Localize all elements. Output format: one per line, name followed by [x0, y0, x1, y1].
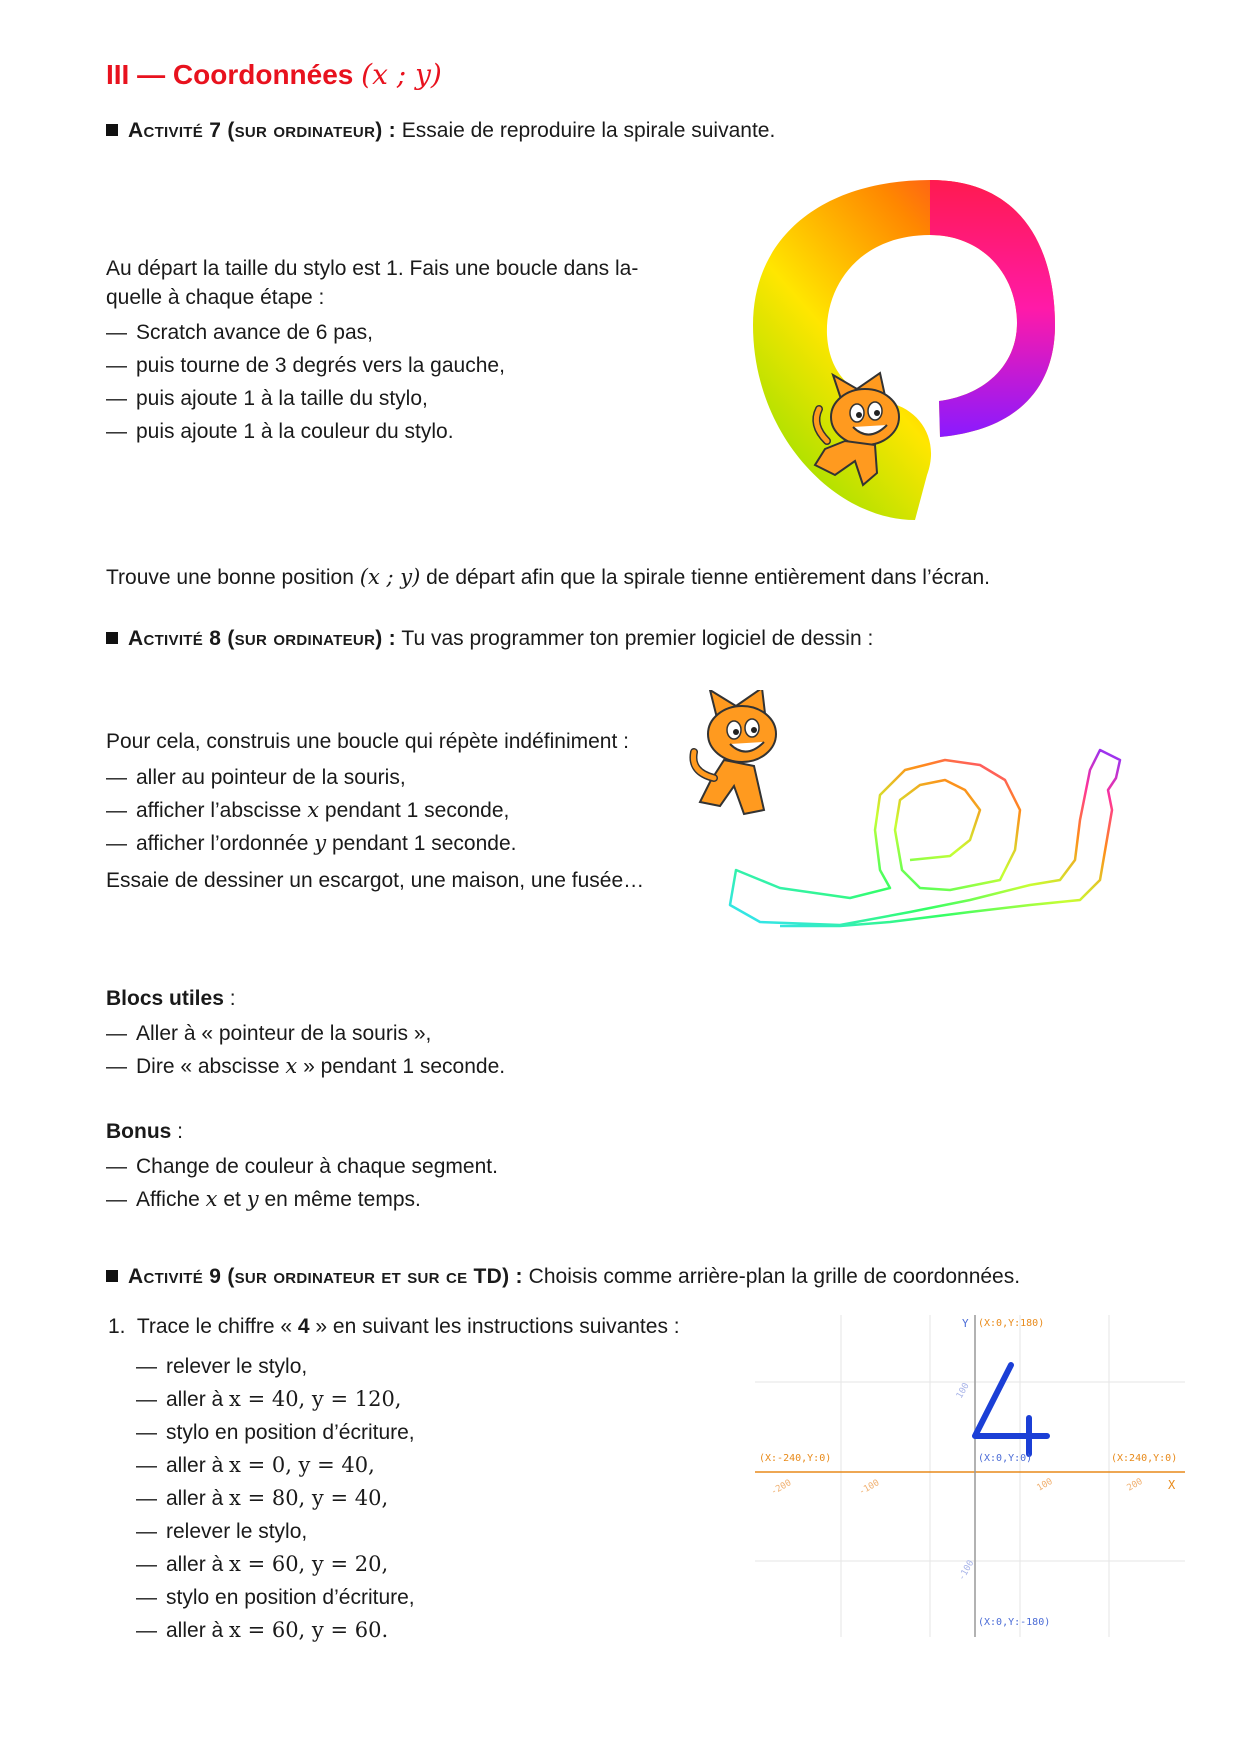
left-coord-label: (X:-240,Y:0): [759, 1453, 832, 1464]
math-var: y: [246, 1187, 259, 1211]
step-text: aller à: [166, 1619, 224, 1642]
step-text: afficher l’abscisse: [136, 799, 302, 822]
bottom-coord-label: (X:0,Y:-180): [978, 1617, 1051, 1628]
scratch-cat-icon: [693, 690, 776, 814]
list-item: [136, 1350, 696, 1383]
step-text: relever le stylo,: [166, 1355, 308, 1378]
activity-7-intro: Essaie de reproduire la spirale suivante.: [401, 119, 776, 142]
activity-8-intro: Tu vas programmer ton premier logiciel de dessin :: [401, 627, 874, 650]
list-item: [136, 1449, 696, 1482]
find-text-start: Trouve une bonne position: [106, 566, 354, 589]
section-title: [106, 58, 442, 91]
section-number: III: [106, 59, 130, 90]
bullet-square-icon: [106, 1270, 118, 1282]
item-digit: 4: [297, 1315, 310, 1338]
step-text: aller au pointeur de la souris,: [136, 766, 406, 789]
x-axis-label: X: [1168, 1478, 1176, 1492]
step-math: x = 60, y = 60.: [229, 1618, 389, 1642]
step-text: stylo en position d’écriture,: [166, 1586, 415, 1609]
bonus-title-text: Bonus: [106, 1120, 172, 1143]
step-text: aller à: [166, 1454, 224, 1477]
activity-8-description: Pour cela, construis une boucle qui répète indéfiniment :: [106, 730, 629, 753]
activity-7-find: [106, 563, 990, 592]
list-item: [106, 761, 666, 794]
find-text-end: de départ afin que la spirale tienne entièrement dans l’écran.: [426, 566, 990, 589]
step-text: aller à: [166, 1553, 224, 1576]
section-dash: —: [137, 59, 166, 90]
origin-label: (X:0,Y:0): [978, 1453, 1033, 1464]
list-item: [136, 1383, 696, 1416]
math-var: x: [307, 798, 320, 822]
list-item: [106, 1017, 706, 1050]
section-title-text: Coordonnées: [172, 59, 354, 90]
step-text: relever le stylo,: [166, 1520, 308, 1543]
bonus-text: Change de couleur à chaque segment.: [136, 1155, 498, 1178]
bonus-text: en même temps.: [264, 1188, 421, 1211]
tick-label: -100: [857, 1478, 882, 1498]
list-item: [136, 1482, 696, 1515]
item-text: » en suivant les instructions suivantes :: [315, 1315, 680, 1338]
bullet-square-icon: [106, 124, 118, 136]
activity-7-desc-line2: quelle à chaque étape :: [106, 286, 325, 309]
activity-7-desc-line1: Au départ la taille du stylo est 1. Fais une boucle dans la-: [106, 257, 639, 280]
list-item: [106, 827, 666, 860]
bonus-text: et: [223, 1188, 241, 1211]
list-item: [136, 1515, 696, 1548]
snail-drawing: [680, 690, 1140, 930]
blocs-title-text: Blocs utiles: [106, 987, 224, 1010]
bonus-title: [106, 1117, 183, 1146]
list-item: [136, 1581, 696, 1614]
bonus-text: Affiche: [136, 1188, 200, 1211]
item-text: Trace le chiffre «: [136, 1315, 293, 1338]
list-item: [106, 1183, 706, 1216]
math-var: x: [205, 1187, 218, 1211]
spiral-illustration: [745, 175, 1095, 535]
list-item: [136, 1416, 696, 1449]
step-text: pendant 1 seconde.: [331, 832, 517, 855]
bonus-list: [106, 1150, 706, 1216]
bloc-text: Aller à « pointeur de la souris »,: [136, 1022, 432, 1045]
item-number: 1.: [108, 1315, 126, 1338]
step-text: pendant 1 seconde,: [324, 799, 510, 822]
list-item: [136, 1548, 696, 1581]
step-math: x = 60, y = 20,: [229, 1552, 389, 1576]
tick-label: 100: [954, 1381, 972, 1401]
colon: :: [171, 1120, 183, 1143]
activity-9-intro: Choisis comme arrière-plan la grille de coordonnées.: [528, 1265, 1021, 1288]
coordinate-grid: [755, 1315, 1185, 1637]
activity-8-try: Essaie de dessiner un escargot, une maison, une fusée…: [106, 869, 645, 892]
list-item: — puis tourne de 3 degrés vers la gauche,: [106, 349, 666, 382]
list-item: [106, 1150, 706, 1183]
math-var: y: [314, 831, 327, 855]
right-coord-label: (X:240,Y:0): [1111, 1453, 1178, 1464]
step-math: x = 80, y = 40,: [229, 1486, 389, 1510]
activity-7-label: Activité 7 (sur ordinateur) :: [128, 119, 396, 142]
top-coord-label: (X:0,Y:180): [978, 1318, 1045, 1329]
activity-7-description: [106, 254, 666, 312]
list-item: — puis ajoute 1 à la couleur du stylo.: [106, 415, 666, 448]
y-axis-label: Y: [962, 1317, 969, 1330]
activity-9-heading: [106, 1263, 1020, 1291]
step-text: stylo en position d’écriture,: [166, 1421, 415, 1444]
step-text: aller à: [166, 1487, 224, 1510]
list-item: [136, 1614, 696, 1647]
step-math: x = 40, y = 120,: [229, 1387, 402, 1411]
step-math: x = 0, y = 40,: [229, 1453, 375, 1477]
blocs-utiles-list: [106, 1017, 706, 1083]
tick-label: -100: [956, 1558, 977, 1583]
activity-9-item-1: [108, 1312, 680, 1341]
bullet-square-icon: [106, 632, 118, 644]
activity-8-label: Activité 8 (sur ordinateur) :: [128, 627, 396, 650]
activity-8-steps: [106, 761, 666, 860]
step-text: afficher l’ordonnée: [136, 832, 309, 855]
colon: :: [223, 987, 236, 1010]
math-var: x: [285, 1054, 298, 1078]
step-text: aller à: [166, 1388, 224, 1411]
activity-7-steps: [106, 316, 666, 448]
tick-label: 100: [1035, 1476, 1055, 1494]
spiral-band-magenta: [930, 180, 1055, 437]
find-math: (x ; y): [359, 565, 421, 589]
activity-7-heading: [106, 117, 775, 145]
activity-9-steps: [136, 1350, 696, 1647]
list-item: — puis ajoute 1 à la taille du stylo,: [106, 382, 666, 415]
digit-4-path: [975, 1365, 1047, 1436]
tick-label: 200: [1125, 1476, 1145, 1494]
section-title-math: (x ; y): [361, 58, 442, 91]
list-item: [106, 1050, 706, 1083]
list-item: [106, 794, 666, 827]
tick-label: -200: [769, 1478, 794, 1498]
blocs-utiles-title: [106, 984, 236, 1013]
activity-9-label: Activité 9 (sur ordinateur et sur ce TD) :: [128, 1265, 523, 1288]
activity-8-heading: [106, 625, 873, 653]
bloc-text: » pendant 1 seconde.: [303, 1055, 506, 1078]
list-item: — Scratch avance de 6 pas,: [106, 316, 666, 349]
bloc-text: Dire « abscisse: [136, 1055, 280, 1078]
snail-path: [730, 750, 1120, 926]
